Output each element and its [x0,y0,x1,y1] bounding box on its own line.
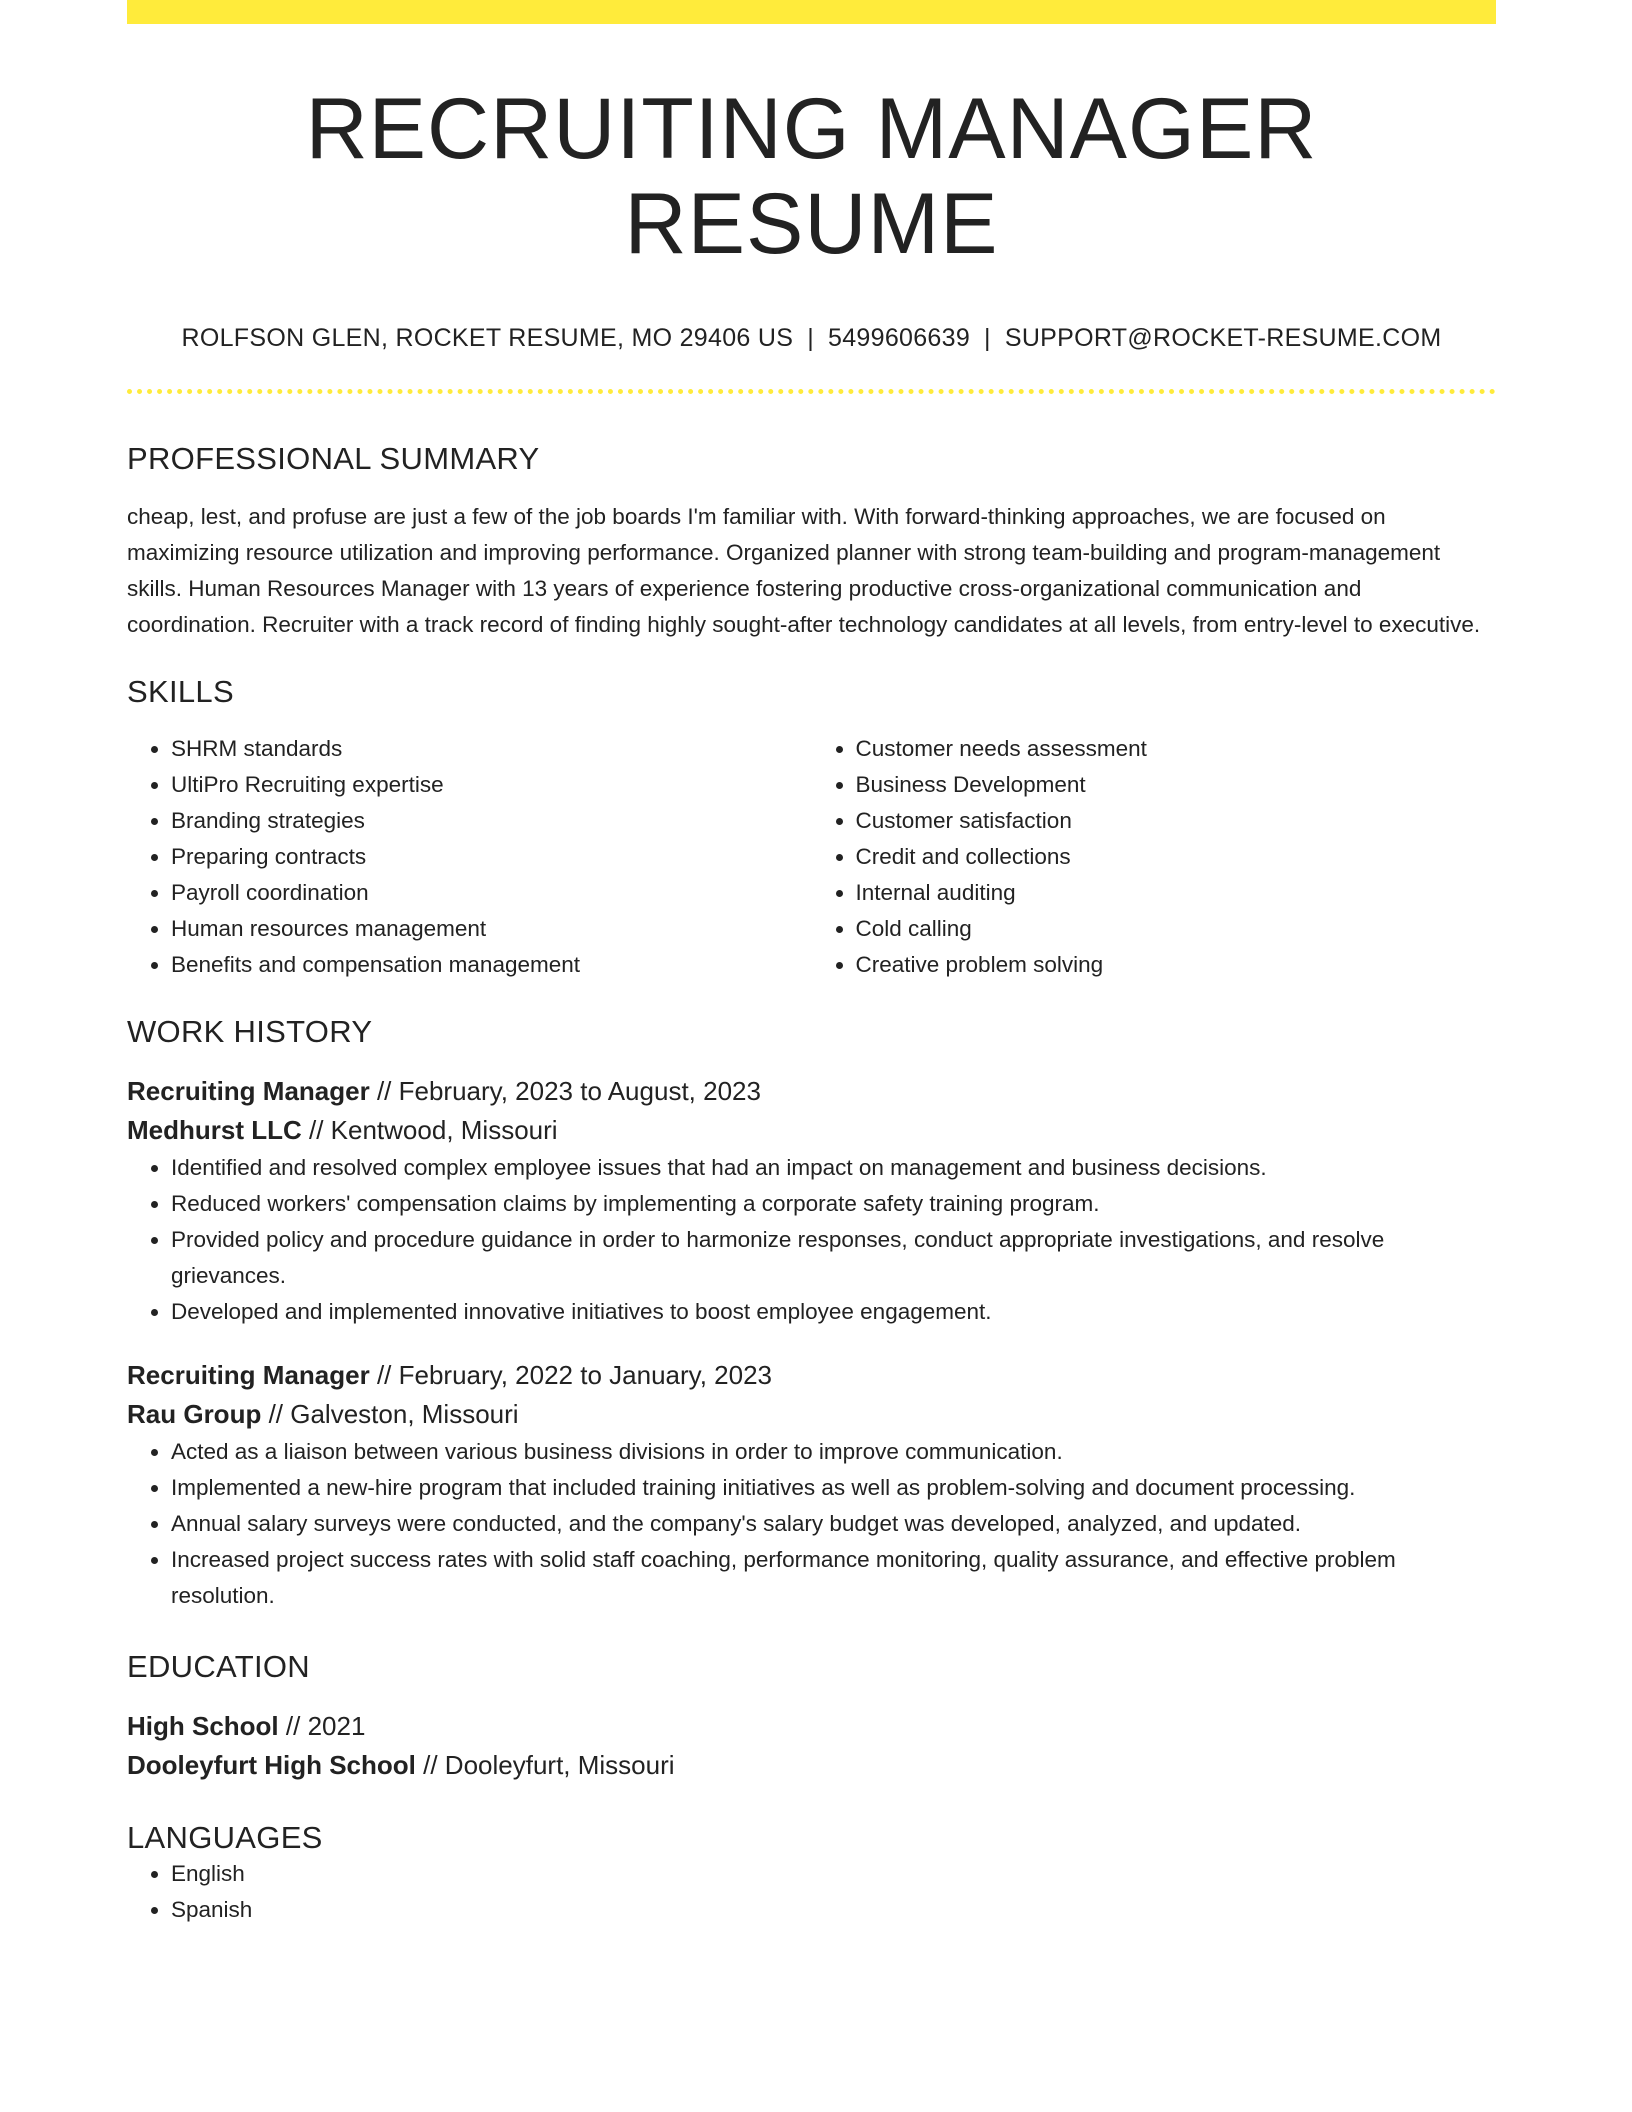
skill-item: • Creative problem solving [856,947,1497,983]
skill-item: • Branding strategies [171,803,812,839]
contact-address: ROLFSON GLEN, ROCKET RESUME, MO 29406 US [181,324,794,353]
job-title: Recruiting Manager [127,1359,370,1390]
skill-item: • Internal auditing [856,875,1497,911]
education-entry [127,1707,1496,1785]
summary-heading: PROFESSIONAL SUMMARY [127,441,540,477]
job-bullet: • Acted as a liaison between various business divisions in order to improve communication. [171,1434,1496,1470]
languages-heading: LANGUAGES [127,1819,323,1855]
work-history-heading: WORK HISTORY [127,1013,373,1049]
skill-item: • Human resources management [171,911,812,947]
top-accent-bar [127,0,1496,24]
education-school: Dooleyfurt High School [127,1749,416,1780]
job-location: // Galveston, Missouri [268,1398,519,1429]
skill-item: • Customer needs assessment [856,731,1497,767]
skills-left-list [127,731,812,983]
skill-item: • SHRM standards [171,731,812,767]
job-title: Recruiting Manager [127,1075,370,1106]
job-bullet: • Increased project success rates with solid staff coaching, performance monitoring, quality assurance, and effective problem resolution. [171,1542,1496,1614]
summary-text: cheap, lest, and profuse are just a few of the job boards I'm familiar with. With forward-thinking approaches, we are focused on maximizing resource utilization and improving performance. Organized planner with strong team-building and program-management skills. Human Resources Manager with 13 years of experience fostering productive cross-organizational communication and coordination. Recruiter with a track record of finding highly sought-after technology candidates at all levels, from entry-level to executive. [127,504,1481,638]
resume-title: RECRUITING MANAGER RESUME [305,81,1318,272]
job-bullet: • Developed and implemented innovative initiatives to boost employee engagement. [171,1294,1496,1330]
skill-item: • Business Development [856,767,1497,803]
job-company: Medhurst LLC [127,1114,302,1145]
contact-separator: | [984,324,991,353]
job-bullet: • Provided policy and procedure guidance in order to harmonize responses, conduct appropriate investigations, and resolve grievances. [171,1222,1496,1294]
job-company: Rau Group [127,1398,262,1429]
education-heading: EDUCATION [127,1648,310,1684]
skill-item: • UltiPro Recruiting expertise [171,767,812,803]
job-title-line [127,1072,1496,1111]
contact-line [127,323,1496,353]
skills-grid [127,731,1496,983]
job-entry [127,1072,1496,1330]
contact-phone: 5499606639 [828,324,971,353]
job-bullet: • Implemented a new-hire program that included training initiatives as well as problem-solving and document processing. [171,1470,1496,1506]
education-school-line [127,1746,1496,1785]
skill-item: • Cold calling [856,911,1497,947]
job-company-line [127,1111,1496,1150]
job-bullet: • Reduced workers' compensation claims by implementing a corporate safety training program. [171,1186,1496,1222]
languages-list [127,1856,1496,1928]
language-item: • Spanish [171,1892,1496,1928]
job-dates: // February, 2022 to January, 2023 [376,1359,773,1390]
job-bullet: • Identified and resolved complex employee issues that had an impact on management and business decisions. [171,1150,1496,1186]
education-year: // 2021 [285,1710,366,1741]
education-location: // Dooleyfurt, Missouri [423,1749,675,1780]
job-entry [127,1356,1496,1614]
contact-email: SUPPORT@ROCKET-RESUME.COM [1004,324,1442,353]
skills-right-list [812,731,1497,983]
skill-item: • Payroll coordination [171,875,812,911]
job-dates: // February, 2023 to August, 2023 [376,1075,761,1106]
contact-separator: | [807,324,814,353]
skills-heading: SKILLS [127,674,234,710]
job-header [127,1356,1496,1434]
job-bullet: • Annual salary surveys were conducted, and the company's salary budget was developed, analyzed, and updated. [171,1506,1496,1542]
education-degree-line [127,1707,1496,1746]
education-degree: High School [127,1710,279,1741]
skill-item: • Credit and collections [856,839,1497,875]
skill-item: • Preparing contracts [171,839,812,875]
dotted-divider [127,389,1496,394]
job-location: // Kentwood, Missouri [309,1114,558,1145]
job-title-line [127,1356,1496,1395]
job-bullets [127,1150,1496,1330]
job-bullets [127,1434,1496,1614]
language-item: • English [171,1856,1496,1892]
skill-item: • Customer satisfaction [856,803,1497,839]
skill-item: • Benefits and compensation management [171,947,812,983]
resume-page [127,0,1496,1928]
job-company-line [127,1395,1496,1434]
job-header [127,1072,1496,1150]
